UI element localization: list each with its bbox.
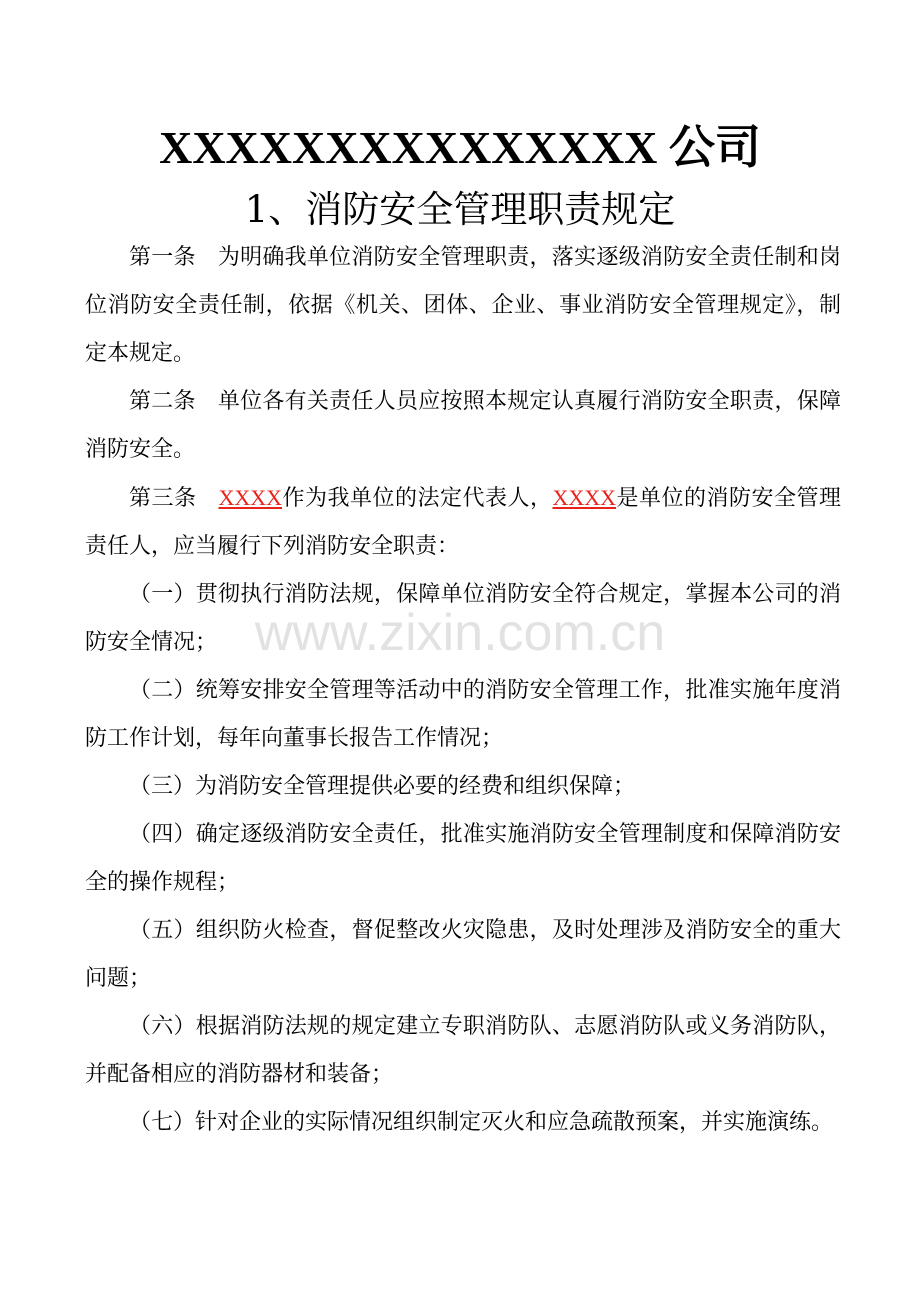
safety-manager-placeholder: XXXX (552, 485, 617, 510)
duty-item: （三）为消防安全管理提供必要的经费和组织保障； (129, 774, 636, 799)
watermark: www.zixin.com.cn (254, 604, 666, 662)
legal-rep-placeholder: XXXX (218, 485, 283, 510)
article-1 (85, 234, 841, 378)
duty-item: （五）组织防火检查，督促整改火灾隐患，及时处理涉及消防安全的重大问题； (85, 918, 841, 991)
document-body (85, 234, 841, 1147)
duty-item: （七）针对企业的实际情况组织制定灭火和应急疏散预案，并实施演练。 (129, 1110, 834, 1135)
article-3 (85, 474, 841, 571)
duty-item: （四）确定逐级消防安全责任，批准实施消防安全管理制度和保障消防安全的操作规程； (85, 822, 841, 895)
duty-item: （二）统筹安排安全管理等活动中的消防安全管理工作，批准实施年度消防工作计划，每年向董事长报告工作情况； (85, 678, 841, 751)
article-text: 是单位的消防安全管理责任人，应当履行下列消防安全职责： (85, 486, 841, 559)
company-title: XXXXXXXXXXXXXXX 公司 (159, 122, 761, 173)
article-2 (85, 378, 841, 474)
article-text: 为明确我单位消防安全管理职责，落实逐级消防安全责任制和岗位消防安全责任制，依据《机关、团体、企业、事业消防安全管理规定》，制定本规定。 (85, 245, 841, 366)
article-label: 第二条 (129, 389, 196, 414)
duty-item: （一）贯彻执行消防法规，保障单位消防安全符合规定，掌握本公司的消防安全情况； (85, 582, 841, 655)
article-label: 第一条 (129, 245, 196, 270)
article-text: 作为我单位的法定代表人， (282, 486, 553, 511)
duty-item: （六）根据消防法规的规定建立专职消防队、志愿消防队或义务消防队，并配备相应的消防器材和装备； (85, 1014, 841, 1087)
article-label: 第三条 (129, 486, 197, 511)
article-text: 单位各有关责任人员应按照本规定认真履行消防安全职责，保障消防安全。 (85, 389, 841, 462)
document-title: 1、消防安全管理职责规定 (244, 188, 676, 231)
